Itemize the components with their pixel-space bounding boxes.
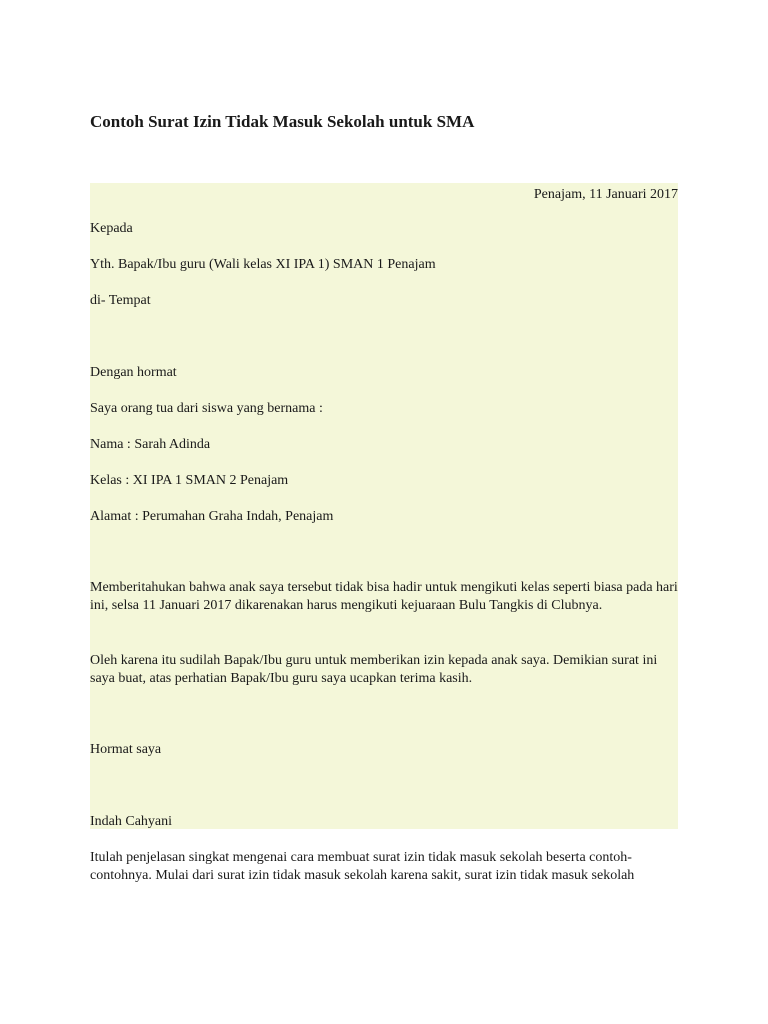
explanation-paragraph: Itulah penjelasan singkat mengenai cara membuat surat izin tidak masuk sekolah beserta contoh-contohnya. Mulai dari surat izin tidak masuk sekolah karena sakit, surat izin tidak masuk sekolah: [90, 850, 635, 883]
letter-to: Kepada: [90, 221, 133, 236]
letter-closing: Hormat saya: [90, 742, 162, 757]
document-title: Contoh Surat Izin Tidak Masuk Sekolah untuk SMA: [90, 112, 475, 131]
letter-recipient: Yth. Bapak/Ibu guru (Wali kelas XI IPA 1) SMAN 1 Penajam: [90, 257, 436, 272]
student-name: Nama : Sarah Adinda: [90, 437, 211, 452]
letter-body-paragraph: Oleh karena itu sudilah Bapak/Ibu guru untuk memberikan izin kepada anak saya. Demikian surat ini saya buat, atas perhatian Bapak/Ibu guru saya ucapkan terima kasih.: [90, 653, 658, 686]
letter-date: Penajam, 11 Januari 2017: [533, 187, 678, 202]
letter-box: [90, 183, 678, 829]
letter-place: di- Tempat: [90, 293, 151, 308]
letter-body-paragraph: Memberitahukan bahwa anak saya tersebut tidak bisa hadir untuk mengikuti kelas seperti biasa pada hari ini, selsa 11 Januari 2017 dikarenakan harus mengikuti kejuaraan Bulu Tangkis di Clubnya.: [90, 580, 678, 613]
student-address: Alamat : Perumahan Graha Indah, Penajam: [90, 509, 334, 524]
letter-greeting: Dengan hormat: [90, 365, 177, 380]
letter-signature: Indah Cahyani: [90, 814, 173, 829]
student-class: Kelas : XI IPA 1 SMAN 2 Penajam: [90, 473, 289, 488]
letter-intro: Saya orang tua dari siswa yang bernama :: [90, 401, 323, 416]
